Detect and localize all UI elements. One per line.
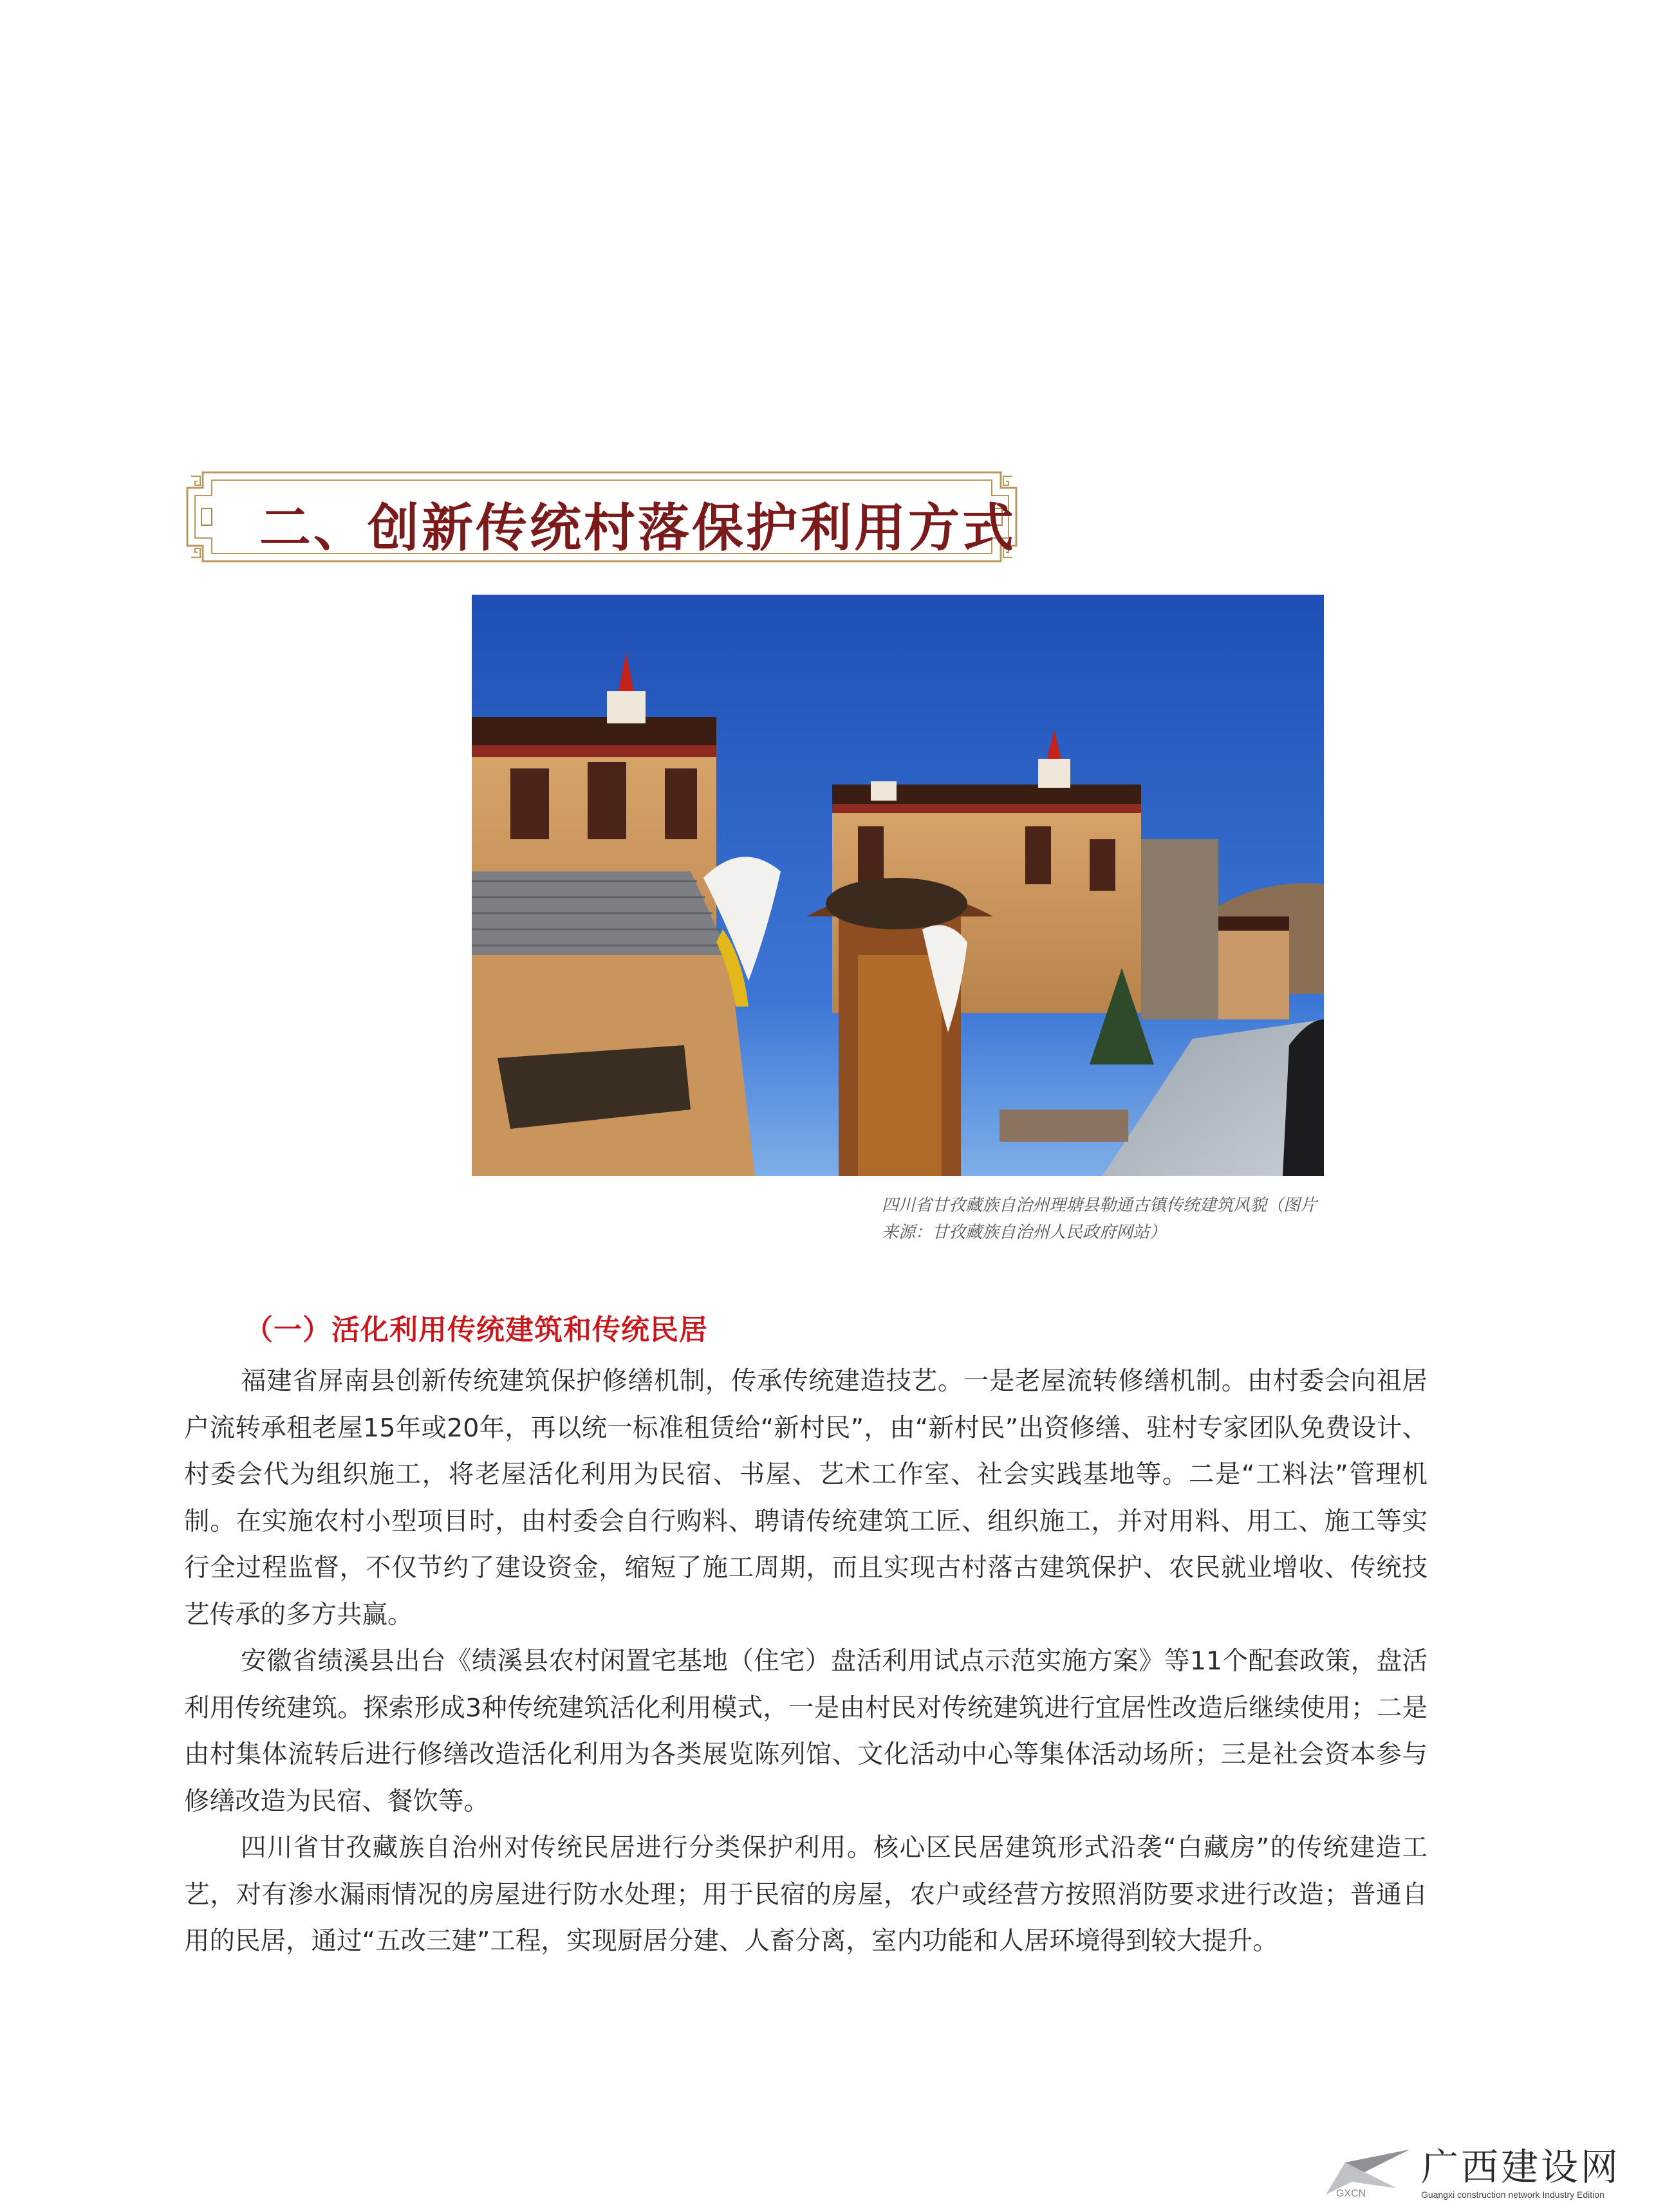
- logo-mark: GXCN: [1336, 2188, 1366, 2199]
- photo-illustration: [472, 595, 1324, 1176]
- paragraph: 福建省屏南县创新传统建筑保护修缮机制，传承传统建造技艺。一是老屋流转修缮机制。由村委会向祖居户流转承租老屋15年或20年，再以统一标准租赁给“新村民”，由“新村民”出资修缮、驻村专家团队免费设计、村委会代为组织施工，将老屋活化利用为民宿、书屋、艺术工作室、社会实践基地等。二是“工料法”管理机制。在实施农村小型项目时，由村委会自行购料、聘请传统建筑工匠、组织施工，并对用料、用工、施工等实行全过程监督，不仅节约了建设资金，缩短了施工周期，而且实现古村落古建筑保护、农民就业增收、传统技艺传承的多方共赢。: [184, 1366, 1428, 1630]
- paragraph: 安徽省绩溪县出台《绩溪县农村闲置宅基地（住宅）盘活利用试点示范实施方案》等11个配套政策，盘活利用传统建筑。探索形成3种传统建筑活化利用模式，一是由村民对传统建筑进行宜居性改造后继续使用；二是由村集体流转后进行修缮改造活化利用为各类展览陈列馆、文化活动中心等集体活动场所；三是社会资本参与修缮改造为民宿、餐饮等。: [184, 1646, 1428, 1816]
- photo-caption: 四川省甘孜藏族自治州理塘县勒通古镇传统建筑风貌（图片来源：甘孜藏族自治州人民政府网站）: [882, 1196, 1317, 1242]
- logo-name: 广西建设网: [1421, 2145, 1621, 2189]
- paragraph: 四川省甘孜藏族自治州对传统民居进行分类保护利用。核心区民居建筑形式沿袭“白藏房”的传统建造工艺，对有渗水漏雨情况的房屋进行防水处理；用于民宿的房屋，农户或经营方按照消防要求进行改造；普通自用的民居，通过“五改三建”工程，实现厨居分建、人畜分离，室内功能和人居环境得到较大提升。: [184, 1833, 1428, 1956]
- body-text: [184, 1358, 1428, 1965]
- architecture-photo: [472, 595, 1324, 1176]
- subsection-heading: （一）活化利用传统建筑和传统民居: [245, 1314, 708, 1346]
- section-title: 二、创新传统村落保护利用方式: [259, 498, 1016, 558]
- site-logo: [1307, 2137, 1648, 2207]
- section-banner: [183, 469, 1020, 565]
- logo-subtitle: Guangxi construction network Industry Edition: [1421, 2189, 1605, 2200]
